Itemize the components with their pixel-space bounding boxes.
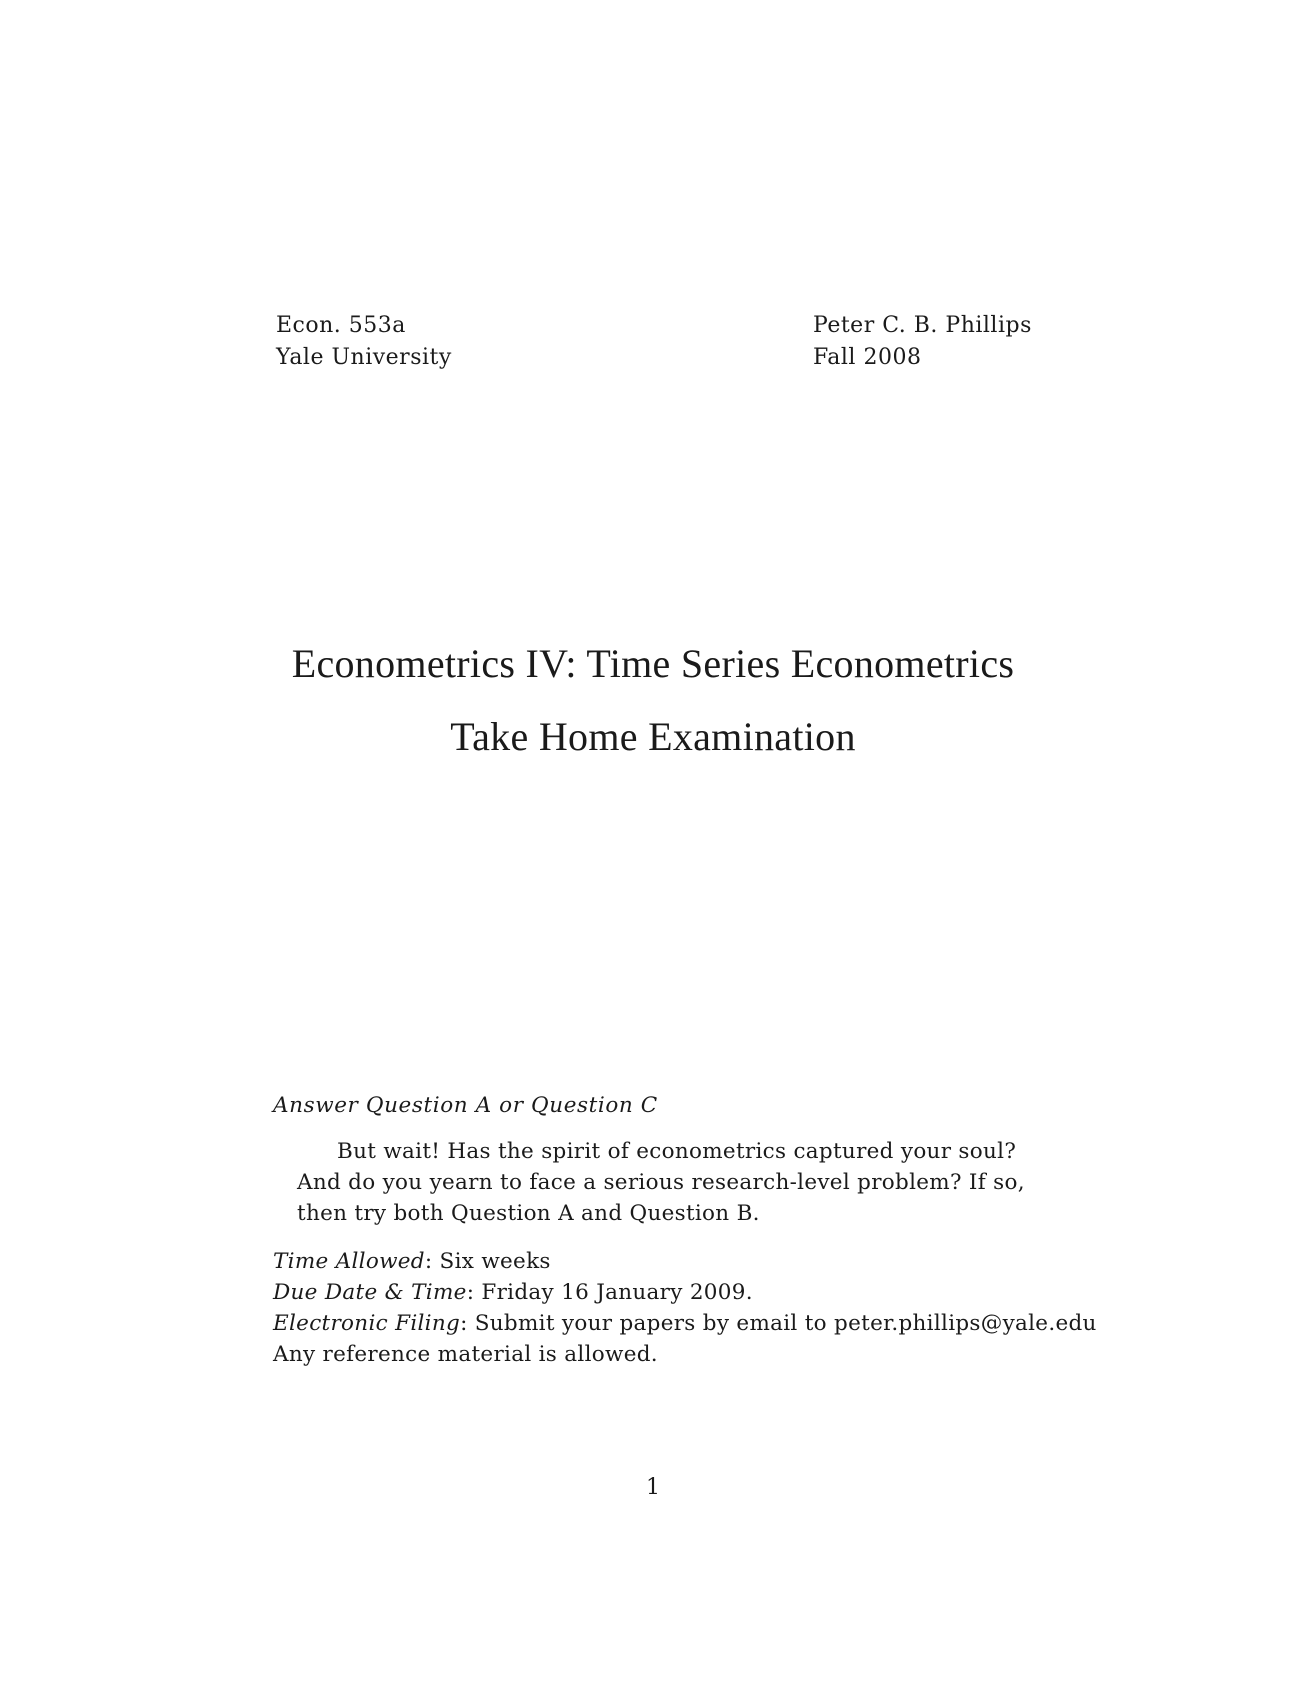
term: Fall 2008 [813,345,922,370]
challenge-line: then try both Question A and Question B. [297,1201,760,1226]
due-date-value: : Friday 16 January 2009. [466,1280,753,1305]
due-date [273,1277,1093,1308]
challenge-paragraph [273,1136,1093,1229]
reference-note: Any reference material is allowed. [273,1342,658,1367]
challenge-line: But wait! Has the spirit of econometrics captured your soul? [337,1139,1017,1164]
challenge-line: And do you yearn to face a serious research-level problem? If so, [297,1170,1025,1195]
page-number: 1 [646,1475,660,1500]
instructor-name: Peter C. B. Phillips [813,313,1032,338]
electronic-filing-label: Electronic Filing [273,1311,461,1336]
course-header [276,310,452,374]
electronic-filing-value: : Submit your papers by email to peter.phillips@yale.edu [460,1311,1097,1336]
page-subtitle: Take Home Examination [450,714,856,759]
due-date-label: Due Date & Time [273,1280,467,1305]
exam-instructions [273,1090,1097,1370]
electronic-filing [273,1308,1097,1339]
time-allowed [273,1246,1093,1277]
time-allowed-value: : Six weeks [424,1249,551,1274]
answer-instruction: Answer Question A or Question C [273,1093,658,1118]
instructor-header [813,310,1032,374]
course-code: Econ. 553a [276,313,406,338]
page-title: Econometrics IV: Time Series Econometrics [291,641,1015,686]
time-allowed-label: Time Allowed [273,1249,425,1274]
institution: Yale University [276,345,452,370]
